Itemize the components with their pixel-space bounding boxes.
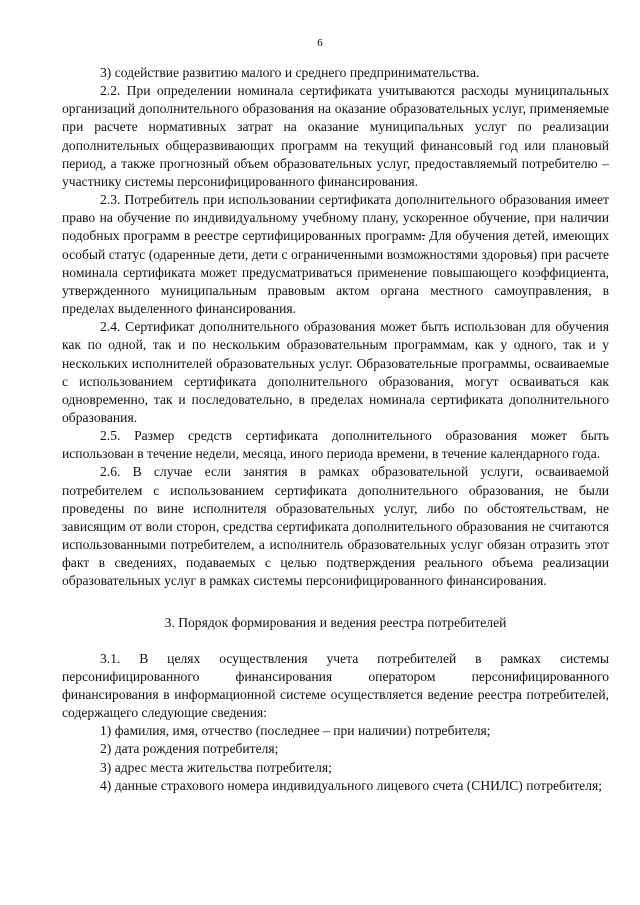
paragraph-2-3 <box>62 191 609 318</box>
list-item-2: 2) дата рождения потребителя; <box>100 741 279 757</box>
list-item-3: 3) адрес места жительства потребителя; <box>100 759 332 775</box>
list-item-4: 4) данные страхового номера индивидуального лицевого счета (СНИЛС) потребителя; <box>100 777 603 793</box>
page-number: 6 <box>317 37 323 49</box>
struck-period: . <box>421 228 426 244</box>
paragraph-3-1: 3.1. В целях осуществления учета потребителей в рамках системы персонифицированного финансирования оператором персонифицированного финансирования в информационной системе осуществляется ведение реестра потребителей, содержащего следующие сведения: <box>62 650 609 721</box>
section-3-heading: 3. Порядок формирования и ведения реестра потребителей <box>164 614 507 630</box>
paragraph-2-3-part-b: Для обучения детей, имеющих особый статус (одаренные дети, дети с ограниченными возможностями здоровья) при расчете номинала сертификата может предусматриваться применение повышающего коэффициента, утвержденного муниципальным правовым актом органа местного самоуправления, в пределах выделенного финансирования. <box>62 228 609 317</box>
list-item-1: 1) фамилия, имя, отчество (последнее – при наличии) потребителя; <box>100 723 491 739</box>
paragraph-2-3-part-a: 2.3. Потребитель при использовании сертификата дополнительного образования имеет право на обучение по индивидуальному учебному плану, ускоренное обучение, при наличии подобных программ в реестре сертифицированных программ <box>62 192 609 244</box>
paragraph-2-2: 2.2. При определении номинала сертификата учитываются расходы муниципальных организаций дополнительного образования на оказание образовательных услуг, применяемые при расчете нормативных затрат на оказание муниципальных услуг по реализации дополнительных общеразвивающих программ на текущий финансовый год или плановый период, а также прогнозный объем образовательных услуг, предоставляемый потребителю – участнику системы персонифицированного финансирования. <box>62 83 609 189</box>
paragraph-2-6: 2.6. В случае если занятия в рамках образовательной услуги, осваиваемой потребителем с использованием сертификата дополнительного образования, не были проведены по вине исполнителя образовательных услуг, либо по обстоятельствам, не зависящим от воли сторон, средства сертификата дополнительного образования не считаются использованными потребителем, а исполнитель образовательных услуг обязан отразить этот факт в сведениях, подаваемых с целью подтверждения реального объема реализации образовательных услуг в рамках системы персонифицированного финансирования. <box>62 464 609 589</box>
paragraph-2-4: 2.4. Сертификат дополнительного образования может быть использован для обучения как по одной, так и по нескольким образовательным программам, как у одного, так и у нескольких исполнителей образовательных услуг. Образовательные программы, осваиваемые с использованием сертификата дополнительного образования, могут осваиваться как одновременно, так и последовательно, в пределах номинала сертификата дополнительного образования. <box>62 319 609 425</box>
paragraph-2-5: 2.5. Размер средств сертификата дополнительного образования может быть использован в течение недели, месяца, иного периода времени, в течение календарного года. <box>62 428 609 462</box>
paragraph-1-3: 3) содействие развитию малого и среднего предпринимательства. <box>100 65 480 80</box>
document-body <box>62 64 609 795</box>
